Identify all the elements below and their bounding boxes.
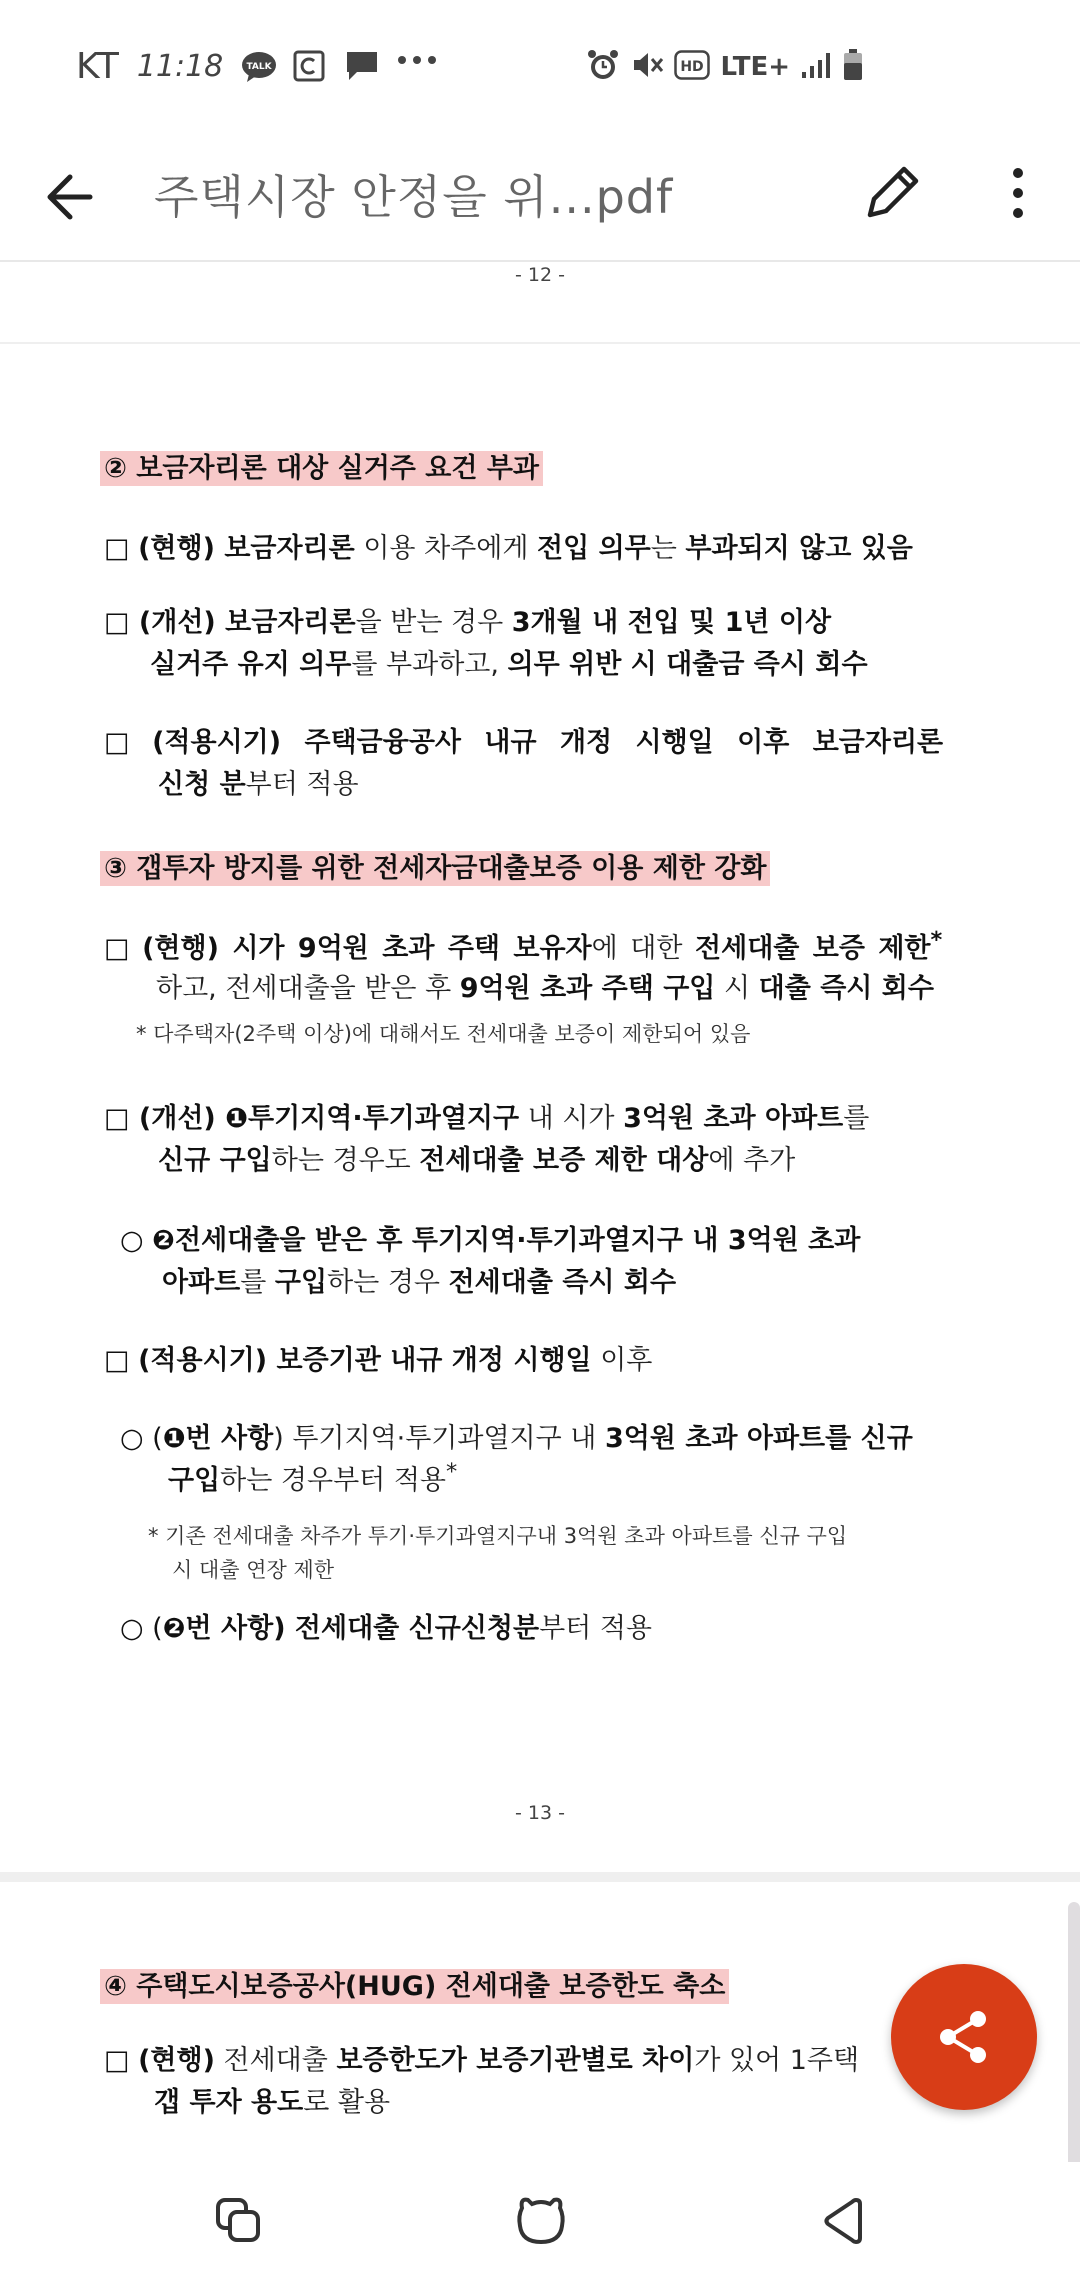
text-normal: 를 xyxy=(843,1103,870,1134)
text-bold: □ (개선) xyxy=(104,1103,226,1134)
alarm-icon xyxy=(586,48,620,86)
text-bold: 구입 xyxy=(168,1465,221,1496)
text-normal: 가 있어 1주택 xyxy=(694,2045,860,2076)
home-icon[interactable] xyxy=(514,2194,568,2248)
checkbox-bullet: □ xyxy=(104,1345,139,1376)
section-3-sub2-line1 xyxy=(120,1218,860,1257)
circle-bullet: ○ ( xyxy=(120,1423,163,1454)
section-4-current-line1 xyxy=(104,2038,859,2077)
text-bold: (적용시기) 보증기관 내규 개정 시행일 xyxy=(138,1345,592,1376)
text-bold: 3억원 초과 아파트를 신규 xyxy=(604,1423,913,1454)
text-normal: 이용 차주에게 xyxy=(354,533,537,564)
text-normal: 을 받는 경우 xyxy=(355,607,512,638)
section-3-improve-line2 xyxy=(158,1138,795,1177)
text-bold: (적용시기) 주택금융공사 내규 개정 시행일 이후 보금자리론 xyxy=(152,727,944,758)
section-2-heading-text: ② 보금자리론 대상 실거주 요건 부과 xyxy=(100,451,543,486)
share-button[interactable] xyxy=(891,1964,1037,2110)
text-bold: (현행) 보금자리론 xyxy=(138,533,355,564)
pdf-page-13 xyxy=(0,344,1080,1872)
footnote-mark: * xyxy=(930,927,943,953)
text-bold: 대출 즉시 회수 xyxy=(758,973,934,1004)
carrier-label: KT xyxy=(76,46,119,87)
section-3-apply xyxy=(104,1338,652,1377)
text-bold: 부과되지 않고 있음 xyxy=(685,533,913,564)
text-bold: 아파트 xyxy=(162,1267,241,1298)
chat-bubble-icon xyxy=(345,50,379,84)
app-bar xyxy=(0,135,1080,262)
text-normal: 는 xyxy=(650,533,686,564)
c-box-icon xyxy=(293,50,327,84)
recents-icon[interactable] xyxy=(212,2194,266,2248)
signal-icon xyxy=(800,50,832,84)
text-bold: 갭 투자 용도 xyxy=(154,2087,304,2118)
text-normal: 부터 적용 xyxy=(539,1613,652,1644)
text-normal: 에 추가 xyxy=(708,1145,796,1176)
text-bold: (현행) xyxy=(138,2045,215,2076)
status-left xyxy=(76,46,431,87)
text-bold: 구입 xyxy=(274,1267,328,1298)
pdf-viewer[interactable] xyxy=(0,262,1080,2162)
system-nav-bar xyxy=(0,2162,1080,2280)
section-3-apply-note-line1: * 기존 전세대출 차주가 투기·투기과열지구내 3억원 초과 아파트를 신규 구입 xyxy=(148,1524,848,1548)
text-normal: 를 부과하고, xyxy=(351,649,508,680)
text-bold: 전세대출 보증 제한 xyxy=(695,933,931,964)
section-2-improve-line2 xyxy=(150,642,868,681)
section-2-improve-line1 xyxy=(104,600,831,639)
section-2-heading xyxy=(100,446,543,485)
text-bold: 실거주 유지 의무 xyxy=(150,649,352,680)
page-number-13: - 13 - xyxy=(515,1802,565,1824)
text-normal: 시 xyxy=(715,973,759,1004)
text-bold: 3억원 초과 아파트 xyxy=(623,1103,844,1134)
status-right xyxy=(586,48,864,86)
text-normal: 를 xyxy=(240,1267,275,1298)
scrollbar-thumb[interactable] xyxy=(1068,1902,1080,2162)
text-normal: 하는 경우부터 적용 xyxy=(220,1465,446,1496)
text-normal: 전세대출 xyxy=(214,2045,337,2076)
section-3-heading-text: ③ 갭투자 방지를 위한 전세자금대출보증 이용 제한 강화 xyxy=(100,851,770,886)
status-bar xyxy=(0,0,1080,135)
section-3-improve-line1 xyxy=(104,1096,869,1135)
section-2-apply-line2 xyxy=(158,762,359,801)
section-3-apply-note-line2: 시 대출 연장 제한 xyxy=(172,1558,335,1582)
arrow-left-icon[interactable] xyxy=(40,165,104,229)
section-3-current-line1 xyxy=(104,926,942,965)
text-normal: 하는 경우도 xyxy=(271,1145,420,1176)
text-bold: ❷전세대출을 받은 후 투기지역·투기과열지구 내 3억원 초과 xyxy=(152,1225,861,1256)
svg-text:HD: HD xyxy=(680,59,705,75)
footnote-mark: * xyxy=(446,1459,458,1485)
triangle-back-icon[interactable] xyxy=(816,2194,870,2248)
text-bold: 의무 위반 시 대출금 즉시 회수 xyxy=(507,649,868,680)
text-bold: (현행) 시가 9억원 초과 주택 보유자 xyxy=(142,933,592,964)
checkbox-bullet: □ xyxy=(104,533,139,564)
circle-bullet: ○ xyxy=(120,1225,153,1256)
battery-icon xyxy=(842,49,864,85)
text-normal: 로 활용 xyxy=(303,2087,391,2118)
section-3-sub2-line2 xyxy=(162,1260,676,1299)
page-number-12: - 12 - xyxy=(515,264,565,286)
section-3-apply-sub1-line2 xyxy=(168,1458,457,1497)
section-2-apply-line1 xyxy=(104,720,943,759)
section-3-apply-sub2 xyxy=(120,1606,652,1645)
section-4-heading xyxy=(100,1964,729,2003)
section-2-current xyxy=(104,526,913,565)
text-normal: 내 시가 xyxy=(519,1103,624,1134)
section-3-heading xyxy=(100,846,770,885)
text-normal: 하고, 전세대출을 받은 후 xyxy=(156,973,460,1004)
text-normal: 에 대한 xyxy=(591,933,696,964)
text-bold: 3개월 내 전입 및 1년 이상 xyxy=(511,607,832,638)
kakaotalk-label: TALK xyxy=(246,61,272,72)
text-normal: 이후 xyxy=(591,1345,653,1376)
pencil-icon[interactable] xyxy=(860,159,926,225)
checkbox-bullet: □ xyxy=(104,933,143,964)
text-bold: 신규 구입 xyxy=(158,1145,272,1176)
section-4-heading-text: ④ 주택도시보증공사(HUG) 전세대출 보증한도 축소 xyxy=(100,1969,729,2004)
text-bold: 전세대출 보증 제한 대상 xyxy=(419,1145,709,1176)
text-bold: 신청 분 xyxy=(158,769,246,800)
clock: 11:18 xyxy=(136,49,224,84)
section-3-current-note: * 다주택자(2주택 이상)에 대해서도 전세대출 보증이 제한되어 있음 xyxy=(136,1022,751,1046)
more-vertical-icon[interactable] xyxy=(998,159,1038,229)
text-bold: ❶번 사항 xyxy=(162,1423,274,1454)
more-notifications-icon xyxy=(397,50,431,84)
checkbox-bullet: □ xyxy=(104,727,153,758)
text-bold: 전입 의무 xyxy=(537,533,651,564)
section-4-current-line2 xyxy=(154,2080,390,2119)
text-bold: 전세대출 즉시 회수 xyxy=(448,1267,677,1298)
mute-icon xyxy=(630,48,664,86)
checkbox-bullet: □ xyxy=(104,2045,139,2076)
hd-icon xyxy=(674,50,710,84)
section-3-apply-sub1-line1 xyxy=(120,1416,913,1455)
circle-bullet: ○ ( xyxy=(120,1613,163,1644)
text-normal: 부터 적용 xyxy=(245,769,359,800)
text-bold: ❶투기지역·투기과열지구 xyxy=(225,1103,520,1134)
section-3-current-line2 xyxy=(156,966,934,1005)
text-bold: 9억원 초과 주택 구입 xyxy=(459,973,716,1004)
pdf-page-12 xyxy=(0,262,1080,342)
text-normal: ) 투기지역·투기과열지구 내 xyxy=(273,1423,605,1454)
text-bold: ❷번 사항) 전세대출 신규신청분 xyxy=(162,1613,540,1644)
text-bold: □ (개선) 보금자리론 xyxy=(104,607,356,638)
text-normal: 하는 경우 xyxy=(327,1267,449,1298)
document-title: 주택시장 안정을 위...pdf xyxy=(154,170,674,224)
lte-label: LTE+ xyxy=(720,52,790,82)
kakaotalk-icon xyxy=(241,50,275,84)
text-bold: 보증한도가 보증기관별로 차이 xyxy=(336,2045,695,2076)
share-icon xyxy=(934,2007,994,2067)
